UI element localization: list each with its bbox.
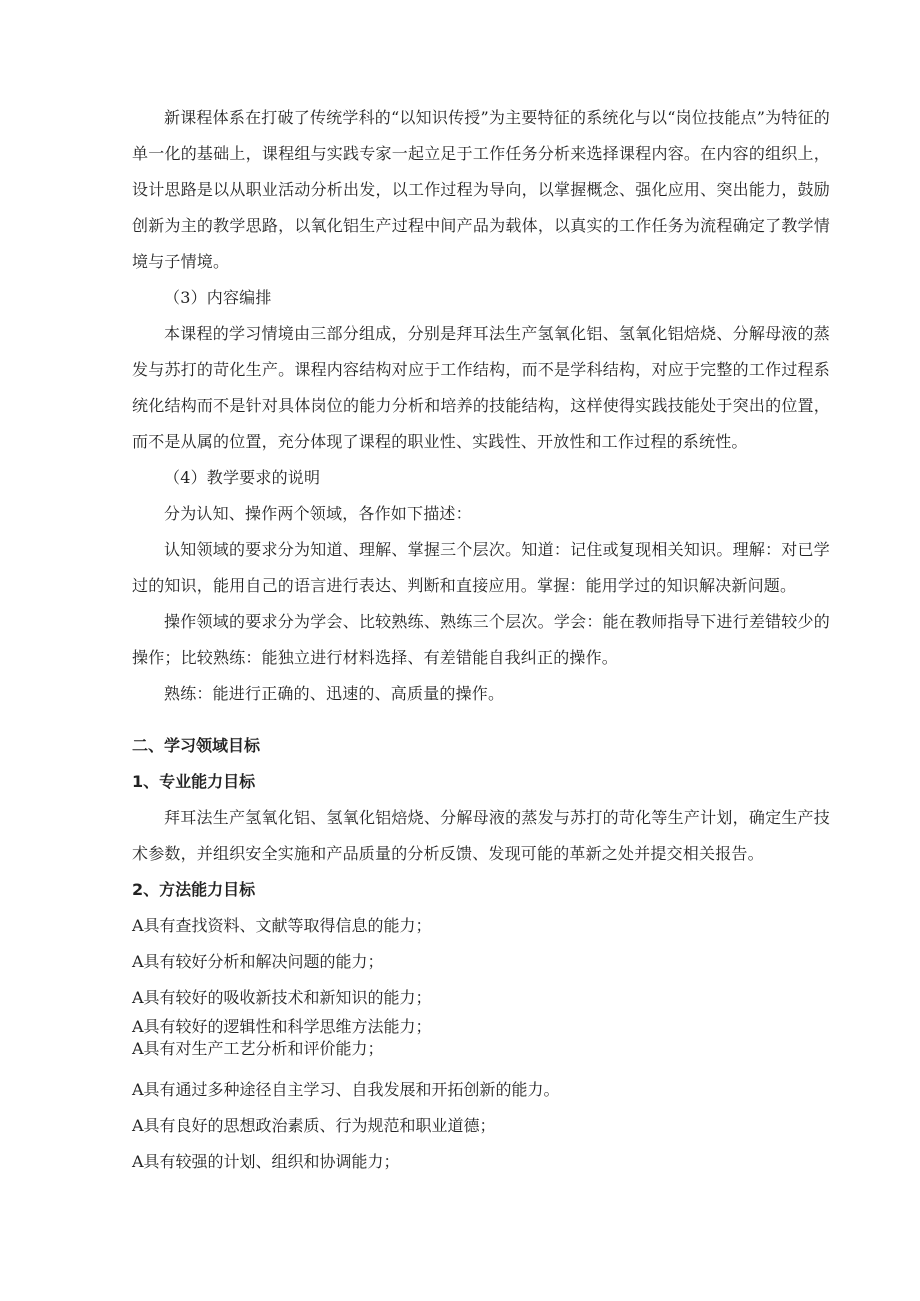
document-page [132, 100, 830, 1180]
section-4-paragraph-3: 操作领域的要求分为学会、比较熟练、熟练三个层次。学会：能在教师指导下进行差错较少的操作；比较熟练：能独立进行材料选择、有差错能自我纠正的操作。 [132, 612, 830, 667]
intro-paragraph: 新课程体系在打破了传统学科的“以知识传授”为主要特征的系统化与以“岗位技能点”为特征的单一化的基础上，课程组与实践专家一起立足于工作任务分析来选择课程内容。在内容的组织上，设计思路是以从职业活动分析出发，以工作过程为导向，以掌握概念、强化应用、突出能力，鼓励创新为主的教学思路，以氧化铝生产过程中间产品为载体，以真实的工作任务为流程确定了教学情境与子情境。 [132, 108, 830, 271]
method-ability-item: A具有查找资料、文献等取得信息的能力； [132, 916, 432, 935]
section-3-heading: （3）内容编排 [164, 288, 272, 307]
professional-ability-body: 拜耳法生产氢氧化铝、氢氧化铝焙烧、分解母液的蒸发与苏打的苛化等生产计划，确定生产技术参数，并组织安全实施和产品质量的分析反馈、发现可能的革新之处并提交相关报告。 [132, 808, 830, 863]
section-4-paragraph-1: 分为认知、操作两个领域，各作如下描述： [164, 504, 472, 523]
method-ability-heading: 2、方法能力目标 [132, 880, 256, 899]
section-4-heading: （4）教学要求的说明 [164, 468, 321, 487]
method-ability-item: A具有较强的计划、组织和协调能力； [132, 1152, 400, 1171]
method-ability-item: A具有较好的吸收新技术和新知识的能力； [132, 988, 432, 1007]
section-3-body: 本课程的学习情境由三部分组成，分别是拜耳法生产氢氧化铝、氢氧化铝焙烧、分解母液的蒸发与苏打的苛化生产。课程内容结构对应于工作结构，而不是学科结构，对应于完整的工作过程系统化结构而不是针对具体岗位的能力分析和培养的技能结构，这样使得实践技能处于突出的位置，而不是从属的位置，充分体现了课程的职业性、实践性、开放性和工作过程的系统性。 [132, 324, 830, 451]
method-ability-item: A具有对生产工艺分析和评价能力； [132, 1039, 384, 1058]
method-ability-item: A具有较好的逻辑性和科学思维方法能力； [132, 1017, 432, 1036]
method-ability-item: A具有良好的思想政治素质、行为规范和职业道德； [132, 1116, 496, 1135]
section-4-paragraph-4: 熟练：能进行正确的、迅速的、高质量的操作。 [164, 684, 505, 703]
section-4-paragraph-2: 认知领域的要求分为知道、理解、掌握三个层次。知道：记住或复现相关知识。理解：对已学过的知识，能用自己的语言进行表达、判断和直接应用。掌握：能用学过的知识解决新问题。 [132, 540, 830, 595]
method-ability-item: A具有通过多种途径自主学习、自我发展和开拓创新的能力。 [132, 1080, 560, 1099]
part-2-heading: 二、学习领域目标 [132, 736, 261, 755]
professional-ability-heading: 1、专业能力目标 [132, 772, 256, 791]
section-spacer [132, 712, 830, 728]
method-ability-item: A具有较好分析和解决问题的能力； [132, 952, 384, 971]
